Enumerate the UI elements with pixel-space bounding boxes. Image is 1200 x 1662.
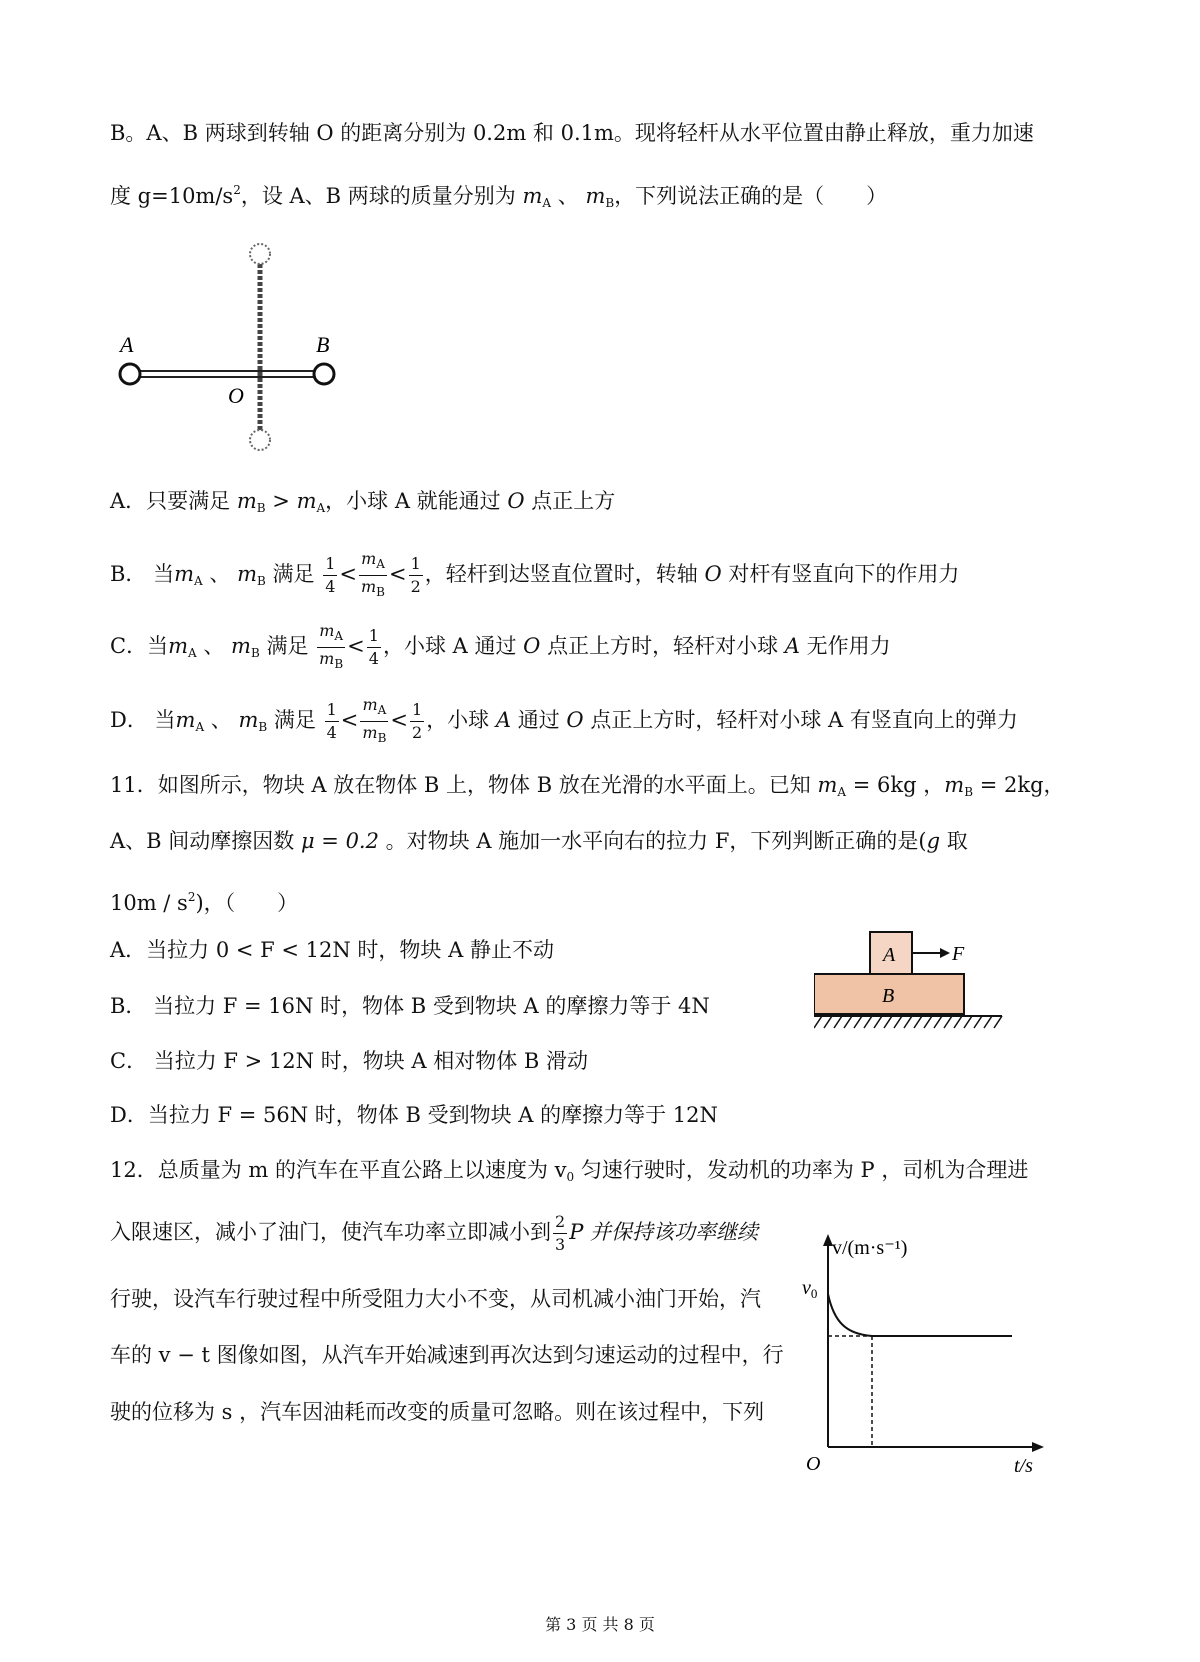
q11-option-a: A．当拉力 0 < F < 12N 时，物块 A 静止不动 [110, 938, 554, 962]
q10-option-d: D． 当$m_A$ 、 $m_B$ 满足 $\frac{1}{4}$ < $\frac{m_A}{m_B}$ < $\frac{1}{2}$ ，小球 A 通过 O 点正上方时，轻杆对小球 A 有竖直向上的弹力 [110, 695, 1018, 745]
q11-stem-line2: A、B 间动摩擦因数 μ = 0.2 。对物块 A 施加一水平向右的拉力 F，下列判断正确的是(g 取 [110, 829, 968, 853]
graph-y-label: v/(m·s⁻¹) [832, 1237, 908, 1259]
graph-v0-label: $v_0$ [802, 1277, 818, 1301]
q12-stem-line1: 12．总质量为 m 的汽车在平直公路上以速度为 $v_0$ 匀速行驶时，发动机的功率为 P ，司机为合理进 [110, 1158, 1029, 1184]
q10-rod-figure [110, 240, 350, 460]
q12-stem-line5: 驶的位移为 s ，汽车因油耗而改变的质量可忽略。则在该过程中，下列 [110, 1400, 765, 1424]
page-footer: 第 3 页 共 8 页 [545, 1615, 655, 1634]
q10-option-b: B． 当$m_A$ 、 $m_B$ 满足 $\frac{1}{4}$ < $\frac{m_A}{m_B}$ < $\frac{1}{2}$ ，轻杆到达竖直位置时，转轴 O 对杆有竖直向下的作用力 [110, 549, 960, 599]
q11-option-b: B． 当拉力 F = 16N 时，物体 B 受到物块 A 的摩擦力等于 4N [110, 994, 710, 1018]
pivot-o-label: O [228, 383, 244, 408]
q11-blocks-figure [814, 924, 1054, 1034]
q12-stem-line4: 车的 v − t 图像如图，从汽车开始减速到再次达到匀速运动的过程中，行 [110, 1343, 784, 1367]
ball-a-label: A [120, 332, 134, 357]
q11-stem-line3: $10m / s^2$)，（ ） [110, 890, 299, 915]
ball-b-label: B [316, 332, 330, 357]
q12-stem-line3: 行驶，设汽车行驶过程中所受阻力大小不变，从司机减小油门开始，汽 [110, 1287, 761, 1311]
q10-stem-line2: 度 $g=10m/s^2$，设 A、B 两球的质量分别为 $m_A$ 、 $m_B$，下列说法正确的是（ ） [110, 183, 888, 210]
q10-option-c: C．当$m_A$ 、 $m_B$ 满足 $\frac{m_A}{m_B}$ < $\frac{1}{4}$ ，小球 A 通过 O 点正上方时，轻杆对小球 A 无作用力 [110, 621, 891, 671]
q10-option-a: A．只要满足 $m_B > m_A$，小球 A 就能通过 O 点正上方 [110, 489, 616, 515]
q11-stem-line1: 11．如图所示，物块 A 放在物体 B 上，物体 B 放在光滑的水平面上。已知 $m_A = 6kg$ ，$m_B = 2kg$， [110, 773, 1065, 799]
block-b-label: B [882, 985, 895, 1007]
q11-option-d: D．当拉力 F = 56N 时，物体 B 受到物块 A 的摩擦力等于 12N [110, 1103, 718, 1127]
q10-stem-line1: B。A、B 两球到转轴 O 的距离分别为 0.2m 和 0.1m。现将轻杆从水平位置由静止释放，重力加速 [110, 121, 1034, 145]
force-f-label: F [952, 943, 965, 965]
graph-x-label: t/s [1014, 1455, 1033, 1472]
block-a-label: A [883, 944, 896, 966]
q12-stem-line2: 入限速区，减小了油门，使汽车功率立即减小到 $\frac{2}{3}$ P 并保持该功率继续 [110, 1212, 758, 1254]
graph-origin-label: O [806, 1453, 821, 1472]
q12-vt-graph [800, 1232, 1060, 1472]
q11-option-c: C． 当拉力 F > 12N 时，物块 A 相对物体 B 滑动 [110, 1049, 589, 1073]
